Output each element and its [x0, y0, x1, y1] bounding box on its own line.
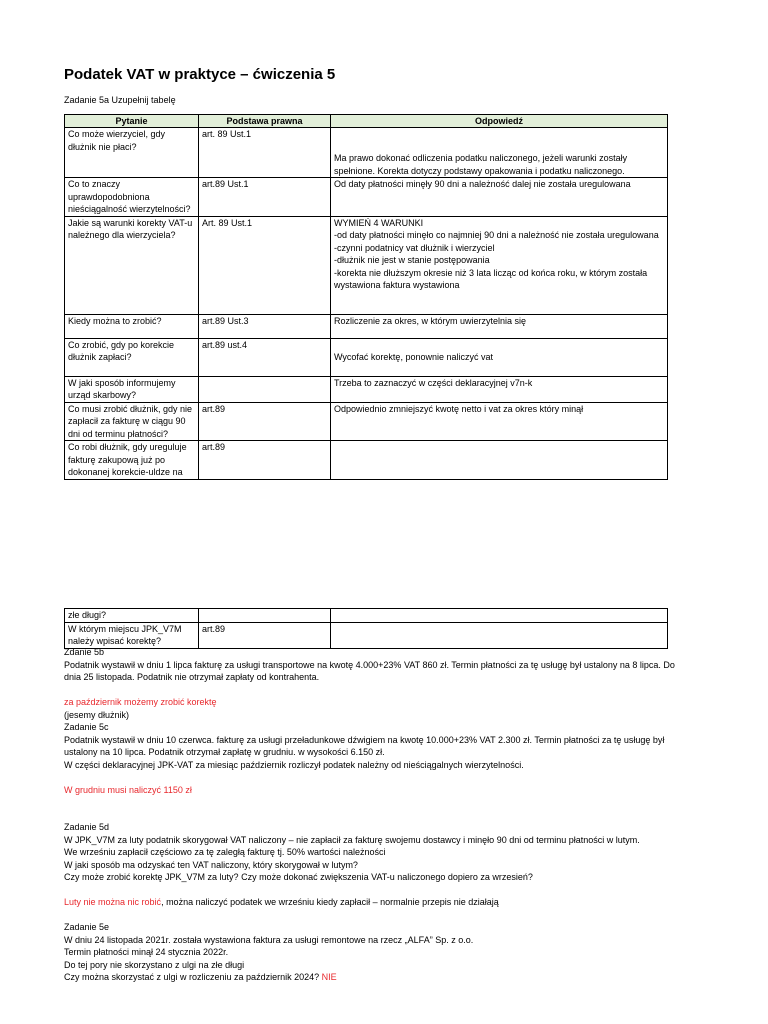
answer-line: -od daty płatności minęło co najmniej 90 dni a należność nie została uregulowana: [334, 230, 659, 240]
question-cell: W jaki sposób informujemy urząd skarbowy?: [65, 376, 199, 402]
task-5d-line: W jaki sposób ma odzyskać ten VAT naliczony, który skorygował w lutym?: [64, 859, 358, 870]
task-5b-text: Podatnik wystawił w dniu 1 lipca fakturę za usługi transportowe na kwotę 4.000+23% VAT 860 zł. Termin płatności za tę usługę był ustalony na 8 lipca. Do dnia 25 listopada. Podatnik nie otrzymał zapłaty od kontrahenta.: [64, 659, 675, 682]
vat-table: [64, 114, 668, 480]
task-5b-heading: Zdanie 5b: [64, 647, 105, 657]
answer-line: -dłużnik nie jest w stanie postępowania: [334, 255, 490, 265]
answer-text: Ma prawo dokonać odliczenia podatku naliczonego, jeżeli warunki zostały spełnione. Korekta dotyczy podstawy opakowania i podatku naliczonego.: [334, 153, 628, 176]
task-5c-heading: Zadanie 5c: [64, 722, 109, 732]
answer-cell: [331, 128, 668, 178]
table-row: [65, 441, 668, 480]
task-5c-answer: W grudniu musi naliczyć 1150 zł: [64, 784, 192, 795]
question-cell: Co może wierzyciel, gdy dłużnik nie płaci?: [65, 128, 199, 178]
answer-line: -czynni podatnicy vat dłużnik i wierzyciel: [334, 242, 495, 253]
task-5c-text: Podatnik wystawił w dniu 10 czerwca. fakturę za usługi przeładunkowe dźwigiem na kwotę 10.000+23% VAT 2.300 zł. Termin płatności za tę usługę był ustalony na 10 lipca. Podatnik otrzymał zapłatę w grudniu. w wysokości 6.150 zł.: [64, 734, 665, 757]
basis-cell: Art. 89 Ust.1: [199, 216, 331, 314]
answer-cell: Odpowiednio zmniejszyć kwotę netto i vat za okres który minął: [331, 402, 668, 441]
table-row: [65, 609, 668, 623]
basis-cell: [199, 376, 331, 402]
table-row: [65, 338, 668, 376]
task-5e-line: W dniu 24 listopada 2021r. została wystawiona faktura za usługi remontowe na rzecz „ALFA” Sp. z o.o.: [64, 934, 474, 945]
task-5e-question: Czy można skorzystać z ulgi w rozliczeniu za październik 2024?: [64, 972, 320, 982]
task-5d-line: W JPK_V7M za luty podatnik skorygował VAT naliczony – nie zapłacił za fakturę swojemu dostawcy i minęło 90 dni od terminu płatności w lutym.: [64, 834, 640, 845]
answer-cell: [331, 609, 668, 623]
answer-line: WYMIEŃ 4 WARUNKI: [334, 217, 424, 228]
table-row: [65, 128, 668, 178]
answer-cell: Od daty płatności minęły 90 dni a należność dalej nie została uregulowana: [331, 178, 668, 217]
task-5e-line: Do tej pory nie skorzystano z ulgi na złe długi: [64, 959, 245, 970]
task-5b-note: (jesemy dłużnik): [64, 709, 130, 720]
header-legal-basis: Podstawa prawna: [199, 115, 331, 128]
question-cell: Jakie są warunki korekty VAT-u należnego dla wierzyciela?: [65, 216, 199, 314]
question-cell: Co musi zrobić dłużnik, gdy nie zapłacił za fakturę w ciągu 90 dni od terminu płatności?: [65, 402, 199, 441]
task-5d-answer-rest: , można naliczyć podatek we wrześniu kiedy zapłacił – normalnie przepis nie działają: [161, 897, 499, 907]
task-5e-answer: NIE: [321, 972, 337, 982]
document-title: Podatek VAT w praktyce – ćwiczenia 5: [64, 66, 336, 83]
answer-cell: [331, 216, 668, 314]
table-row: [65, 402, 668, 441]
table-row: [65, 178, 668, 217]
task-5e-question-line: [64, 971, 694, 984]
exercises-section: [64, 646, 694, 984]
task-5c-text-2: W części deklaracyjnej JPK-VAT za miesiąc październik rozliczył podatek należny od nieściągalnych wierzytelności.: [64, 759, 524, 770]
basis-cell: art.89 Ust.1: [199, 178, 331, 217]
basis-cell: art.89: [199, 622, 331, 648]
basis-cell: [199, 609, 331, 623]
question-cell: Kiedy można to zrobić?: [65, 314, 199, 338]
task-5e-heading: Zadanie 5e: [64, 922, 110, 932]
question-cell: Co to znaczy uprawdopodobniona nieściągalność wierzytelności?: [65, 178, 199, 217]
basis-cell: art.89 Ust.3: [199, 314, 331, 338]
table-row: [65, 216, 668, 314]
question-cell: złe długi?: [65, 609, 199, 623]
answer-cell: Trzeba to zaznaczyć w części deklaracyjnej v7n-k: [331, 376, 668, 402]
header-question: Pytanie: [65, 115, 199, 128]
task-5b-answer: za październik możemy zrobić korektę: [64, 697, 217, 707]
basis-cell: art.89: [199, 441, 331, 480]
table-row: [65, 376, 668, 402]
task-5d-line: We wrześniu zapłacił częściowo za tę zaległą fakturę tj. 50% wartości należności: [64, 847, 386, 857]
header-answer: Odpowiedź: [331, 115, 668, 128]
task-5a-label: Zadanie 5a Uzupełnij tabelę: [64, 95, 176, 105]
answer-cell: [331, 441, 668, 480]
task-5d-answer-red: Luty nie można nic robić: [64, 897, 162, 907]
task-5d-line: Czy może zrobić korektę JPK_V7M za luty? Czy może dokonać zwiększenia VAT-u naliczonego dopiero za wrzesień?: [64, 872, 533, 882]
vat-table-continued: [64, 608, 668, 649]
table-header-row: [65, 115, 668, 128]
answer-text: Wycofać korektę, ponownie naliczyć vat: [334, 351, 493, 362]
task-5e-line: Termin płatności minął 24 stycznia 2022r.: [64, 947, 229, 957]
basis-cell: art.89: [199, 402, 331, 441]
answer-line: -korekta nie dłuższym okresie niż 3 lata licząc od końca roku, w którym została wystawiona faktura wystawiona: [334, 267, 648, 290]
question-cell: Co zrobić, gdy po korekcie dłużnik zapłaci?: [65, 338, 199, 376]
question-cell: Co robi dłużnik, gdy ureguluje fakturę zakupową już po dokonanej korekcie-uldze na: [65, 441, 199, 480]
task-5d-heading: Zadanie 5d: [64, 822, 110, 832]
basis-cell: art.89 ust.4: [199, 338, 331, 376]
answer-cell: [331, 622, 668, 648]
answer-cell: [331, 338, 668, 376]
answer-cell: Rozliczenie za okres, w którym uwierzytelnia się: [331, 314, 668, 338]
table-row: [65, 314, 668, 338]
table-row: [65, 622, 668, 648]
task-5d-answer: [64, 896, 694, 909]
basis-cell: art. 89 Ust.1: [199, 128, 331, 178]
question-cell: W którym miejscu JPK_V7M należy wpisać korektę?: [65, 622, 199, 648]
